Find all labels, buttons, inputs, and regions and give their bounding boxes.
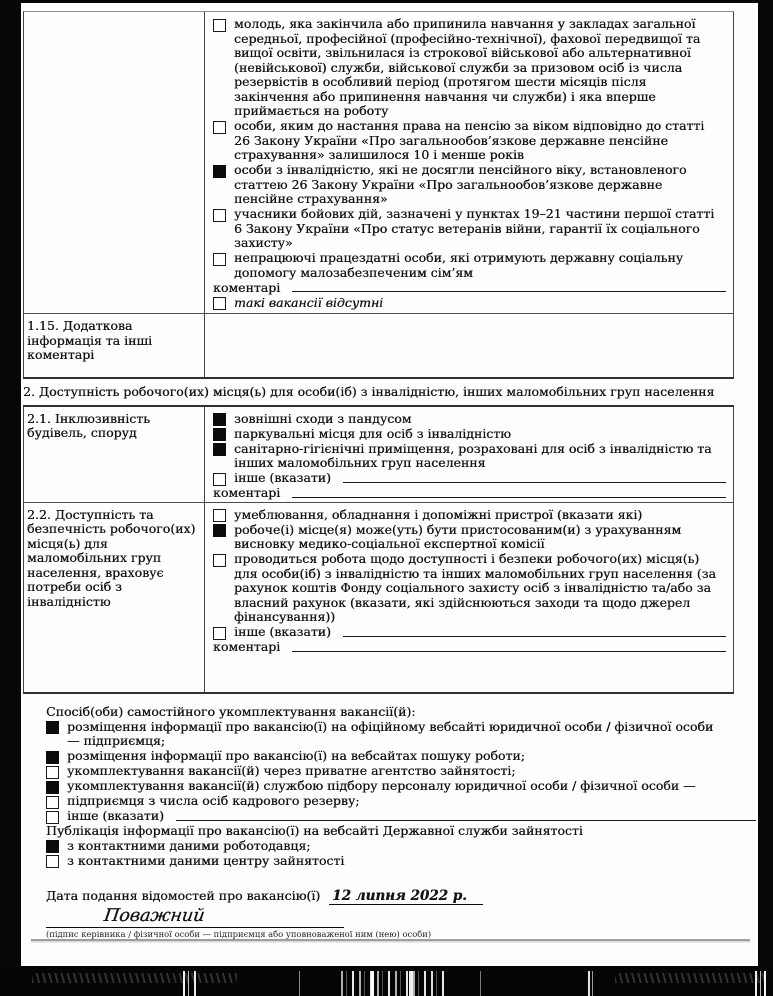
scan-streak — [409, 971, 413, 996]
checkbox[interactable] — [213, 121, 226, 134]
category-checkbox-list — [205, 12, 733, 313]
self-staffing-section — [46, 705, 758, 939]
other-blank-field[interactable] — [343, 635, 726, 637]
option-label: з контактними даними центру зайнятості — [67, 852, 345, 868]
checkbox-row — [46, 720, 758, 749]
checkbox[interactable] — [46, 796, 59, 809]
checkbox[interactable] — [213, 524, 226, 537]
signature-block — [46, 905, 432, 940]
checkbox-row — [213, 523, 728, 552]
signature-caption: (підпис керівника / фізичної особи — підприємця або уповноваженої ним (нею) особи) — [46, 929, 432, 939]
scan-streak — [371, 971, 374, 996]
accessibility-checkbox-list — [205, 503, 733, 692]
option-label: з контактними даними роботодавця; — [67, 837, 311, 853]
table-section-1 — [23, 11, 734, 379]
scan-streak — [592, 971, 593, 996]
scan-streak — [194, 971, 196, 996]
option-label: укомплектування вакансії(й) службою підбору персоналу юридичної особи / фізичної особи — — [67, 778, 696, 793]
option-label: інше (вказати) — [234, 470, 331, 485]
checkbox[interactable] — [213, 627, 226, 640]
comments-row — [213, 486, 728, 501]
checkbox-row — [213, 427, 728, 442]
table-section-2 — [23, 405, 734, 694]
checkbox[interactable] — [46, 840, 59, 853]
option-label: робоче(і) місце(я) може(уть) бути пристосованим(и) з урахуванням висновку медико-соціальної експертної комісії — [234, 521, 682, 551]
row-label-2-1: 2.1. Інклюзивність будівель, споруд — [24, 407, 205, 502]
scan-streak — [431, 971, 433, 996]
comments-row — [213, 640, 728, 655]
scan-streak — [299, 971, 300, 996]
table-row — [24, 12, 733, 313]
comments-blank-field[interactable] — [292, 650, 726, 652]
page-bottom-rule — [31, 939, 750, 941]
checkbox[interactable] — [213, 473, 226, 486]
comments-label: коментарі — [213, 639, 281, 654]
signature-field[interactable] — [46, 906, 344, 928]
checkbox[interactable] — [213, 209, 226, 222]
checkbox[interactable] — [213, 443, 226, 456]
scan-streak — [183, 971, 185, 996]
checkbox[interactable] — [213, 165, 226, 178]
checkbox-row — [46, 779, 758, 794]
checkbox-row — [213, 442, 728, 471]
checkbox-row — [213, 296, 728, 311]
table-row-1-15 — [24, 313, 733, 377]
self-staffing-title: Спосіб(оби) самостійного укомплектування вакансії(й): — [46, 704, 416, 719]
checkbox[interactable] — [46, 751, 59, 764]
checkbox-row — [213, 119, 728, 163]
scan-streak — [755, 971, 757, 996]
checkbox[interactable] — [213, 413, 226, 426]
other-blank-field[interactable] — [176, 819, 756, 821]
checkbox[interactable] — [46, 721, 59, 734]
row-label-cell-empty — [24, 12, 205, 313]
checkbox-row — [46, 854, 758, 869]
option-label: розміщення інформації про вакансію(ї) на вебсайтах пошуку роботи; — [67, 748, 525, 763]
other-blank-field[interactable] — [343, 481, 726, 483]
option-label: молодь, яка закінчила або припинила навчання у закладах загальної середньої, професійної (професійно-технічної), фахової передвищої та вищої освіти, звільнилася із строкової військової або альтернативної (невійськової) служби, військової служби за призовом осіб із числа резервістів в особливий період (протягом шести місяців після закінчення або припинення навчання чи служби) і яка вперше приймається на роботу — [234, 16, 701, 118]
publication-title: Публікація інформації про вакансію(ї) на вебсайті Державної служби зайнятості — [46, 823, 583, 838]
comments-blank-field[interactable] — [292, 496, 726, 498]
scan-streak — [588, 971, 590, 996]
option-label: інше (вказати) — [234, 624, 331, 639]
checkbox-row — [213, 207, 728, 251]
checkbox-row — [46, 764, 758, 779]
checkbox-row — [213, 251, 728, 280]
option-label: особи з інвалідністю, які не досягли пенсійного віку, встановленого статтею 26 Закону України «Про загальнообов’язкове державне пенсійне страхування» — [234, 162, 687, 206]
row-label-1-15: 1.15. Додаткова інформація та інші коментарі — [24, 314, 205, 377]
section-2-heading: 2. Доступність робочого(их) місця(ь) для особи(іб) з інвалідністю, інших маломобільних груп населення — [23, 384, 715, 399]
comments-label: коментарі — [213, 485, 281, 500]
option-label: паркувальні місця для осіб з інвалідністю — [234, 425, 512, 441]
table-row-2-2 — [24, 502, 733, 692]
option-label: проводиться робота щодо доступності і безпеки робочого(их) місця(ь) для особи(іб) з інвалідністю та інших маломобільних груп населення (за рахунок коштів Фонду соціального захисту осіб з інвалідністю та/або за власний рахунок (вказати, які здійснюються заходи та щодо джерел фінансування)) — [234, 551, 716, 624]
checkbox-row — [213, 163, 728, 207]
scan-noise-left — [32, 973, 237, 983]
option-label: інше (вказати) — [67, 808, 164, 823]
checkbox-row-other — [46, 809, 758, 824]
vacancy-form-document — [23, 11, 734, 939]
row-1-15-value-cell[interactable] — [205, 314, 733, 377]
date-label: Дата подання відомостей про вакансію(ї) — [46, 888, 321, 903]
checkbox[interactable] — [46, 855, 59, 868]
checkbox-row — [213, 17, 728, 119]
inclusivity-checkbox-list — [205, 407, 733, 502]
scan-noise-right — [615, 973, 765, 983]
checkbox[interactable] — [213, 554, 226, 567]
option-label: розміщення інформації про вакансію(ї) на офіційному вебсайті юридичної особи / фізичної особи — підприємця; — [67, 718, 714, 748]
signature-handwriting: Поважний — [102, 905, 206, 926]
row-label-2-2: 2.2. Доступність та безпечність робочого(их) місця(ь) для маломобільних груп населення, враховує потреби осіб з інвалідністю — [24, 503, 205, 692]
checkbox[interactable] — [213, 428, 226, 441]
table-row-2-1 — [24, 407, 733, 502]
checkbox-row — [213, 552, 728, 625]
option-label: санітарно-гігієнічні приміщення, розраховані для осіб з інвалідністю та інших маломобільних груп населення — [234, 440, 712, 470]
comments-row — [213, 281, 728, 296]
scan-streak — [760, 971, 761, 996]
checkbox[interactable] — [213, 19, 226, 32]
date-value-field[interactable]: 12 липня 2022 р. — [329, 889, 483, 905]
checkbox-row — [46, 749, 758, 764]
comments-label: коментарі — [213, 279, 281, 295]
option-label: такі вакансії відсутні — [234, 294, 384, 310]
comments-blank-field[interactable] — [292, 290, 726, 292]
option-label: укомплектування вакансії(й) через приватне агентство зайнятості; — [67, 763, 516, 778]
checkbox-row — [46, 794, 758, 809]
checkbox-row-other — [213, 471, 728, 486]
checkbox-row-other — [213, 625, 728, 640]
submission-date-line — [46, 889, 758, 905]
checkbox[interactable] — [213, 253, 226, 266]
option-label: умеблювання, обладнання і допоміжні пристрої (вказати які) — [234, 506, 643, 522]
checkbox[interactable] — [213, 509, 226, 522]
option-label: непрацюючі працездатні особи, які отримують державну соціальну допомогу малозабезпеченим сім’ям — [234, 250, 684, 280]
checkbox[interactable] — [46, 811, 59, 824]
checkbox-row — [213, 412, 728, 427]
checkbox-row — [213, 508, 728, 523]
checkbox[interactable] — [46, 766, 59, 779]
checkbox[interactable] — [46, 781, 59, 794]
checkbox[interactable] — [213, 297, 226, 310]
scan-streak — [188, 971, 189, 996]
option-label: підприємця з числа осіб кадрового резерву; — [67, 793, 360, 808]
option-label: учасники бойових дій, зазначені у пунктах 19–21 частини першої статті 6 Закону України «Про статус ветеранів війни, гарантії їх соціального захисту» — [234, 206, 715, 250]
scan-streak — [480, 971, 481, 996]
scan-artifact-band — [0, 966, 773, 996]
option-label: особи, яким до настання права на пенсію за віком відповідно до статті 26 Закону України «Про загальнообов’язкове державне пенсійне страхування» залишилося 10 і менше років — [234, 118, 705, 162]
checkbox-row — [46, 839, 758, 854]
option-label: зовнішні сходи з пандусом — [234, 410, 412, 426]
scan-streak — [764, 971, 766, 996]
